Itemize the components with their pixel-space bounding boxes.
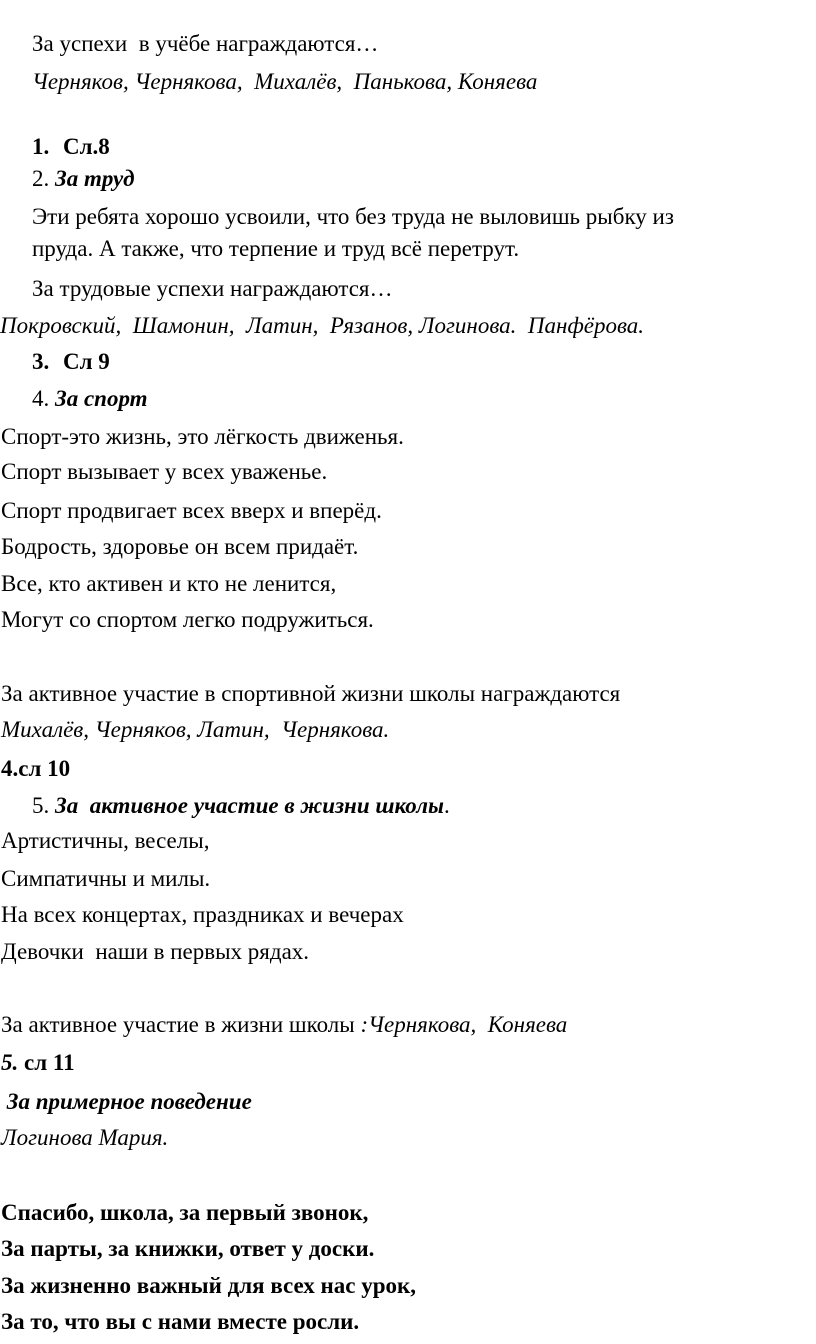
- item5-poem-line: На всех концертах, праздниках и вечерах: [1, 902, 404, 927]
- item4-poem-line: Спорт продвигает всех вверх и вперёд.: [1, 498, 382, 523]
- slide11-label: 5. сл 11: [1, 1050, 75, 1075]
- intro-line: За успехи в учёбе награждаются…: [32, 31, 379, 56]
- item4-poem-line: Могут со спортом легко подружиться.: [1, 607, 374, 632]
- item2-heading: 2. За труд: [32, 166, 135, 191]
- item4-poem-line: Все, кто активен и кто не ленится,: [1, 571, 337, 596]
- item2-text-3: За трудовые успехи награждаются…: [32, 276, 393, 301]
- item2-names: Покровский, Шамонин, Латин, Рязанов, Логинова. Панфёрова.: [0, 313, 645, 338]
- item4-poem-line: Спорт вызывает у всех уваженье.: [1, 459, 328, 484]
- item4-poem-line: Спорт-это жизнь, это лёгкость движенья.: [1, 424, 404, 449]
- item5-poem-line: Девочки наши в первых рядах.: [1, 939, 310, 964]
- item5-poem-line: Симпатичны и милы.: [1, 866, 211, 891]
- item1-number: 1.: [32, 134, 50, 159]
- behavior-title: За примерное поведение: [1, 1089, 252, 1114]
- intro-names: Черняков, Чернякова, Михалёв, Панькова, Коняева: [32, 69, 538, 94]
- final-poem-line: За парты, за книжки, ответ у доски.: [1, 1236, 375, 1261]
- item4-names: Михалёв, Черняков, Латин, Чернякова.: [1, 717, 390, 742]
- item5-heading: 5. За активное участие в жизни школы.: [32, 793, 450, 818]
- final-poem-line: За то, что вы с нами вместе росли.: [1, 1309, 360, 1334]
- item1-slide: Сл.8: [63, 134, 110, 159]
- item3-slide: Сл 9: [63, 349, 110, 374]
- item4-heading: 4. За спорт: [32, 386, 148, 411]
- behavior-names: Логинова Мария.: [1, 1125, 169, 1150]
- item5-award: За активное участие в жизни школы :Чернякова, Коняева: [1, 1012, 568, 1037]
- final-poem-line: Спасибо, школа, за первый звонок,: [1, 1200, 369, 1225]
- slide10-label: 4.сл 10: [1, 756, 71, 781]
- final-poem-line: За жизненно важный для всех нас урок,: [1, 1273, 417, 1298]
- item2-text-2: пруда. А также, что терпение и труд всё перетрут.: [32, 236, 520, 261]
- item4-award: За активное участие в спортивной жизни школы награждаются: [1, 681, 621, 706]
- item2-text-1: Эти ребята хорошо усвоили, что без труда не выловишь рыбку из: [32, 204, 674, 229]
- item5-poem-line: Артистичны, веселы,: [1, 828, 210, 853]
- item3-number: 3.: [32, 349, 50, 374]
- item4-poem-line: Бодрость, здоровье он всем придаёт.: [1, 534, 359, 559]
